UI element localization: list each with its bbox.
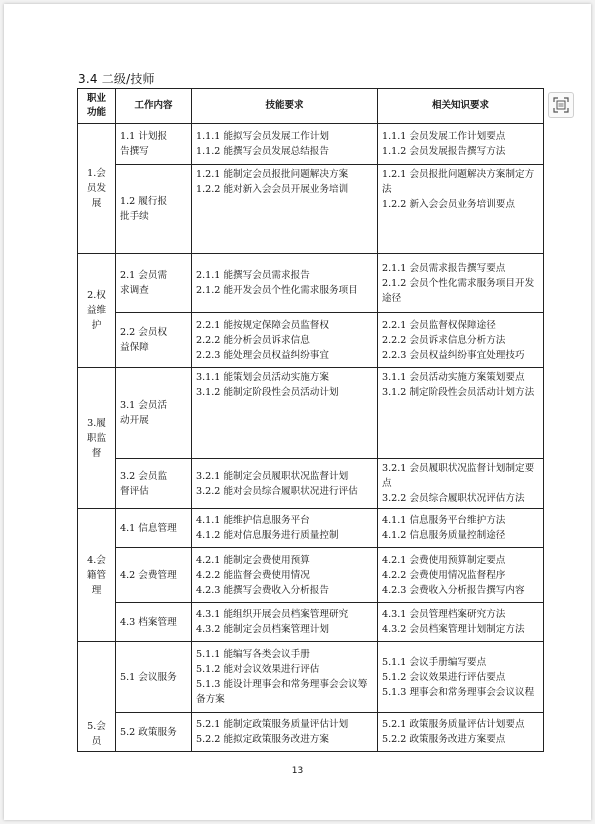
table-row [78,603,544,642]
work-cell: 3.1 会员活动开展 [116,368,192,459]
know-cell: 1.1.1 会员发展工作计划要点 1.1.2 会员发展报告撰写方法 [378,124,544,165]
skill-cell: 2.2.1 能按规定保障会员监督权 2.2.2 能分析会员诉求信息 2.2.3 能处理会员权益纠纷事宜 [192,313,378,368]
know-cell: 3.2.1 会员履职状况监督计划制定要点 3.2.2 会员综合履职状况评估方法 [378,459,544,509]
table-row [78,509,544,548]
work-cell: 5.1 会议服务 [116,642,192,713]
skill-cell: 4.2.1 能制定会费使用预算 4.2.2 能监督会费使用情况 4.2.3 能撰写会费收入分析报告 [192,548,378,603]
know-cell: 2.1.1 会员需求报告撰写要点 2.1.2 会员个性化需求服务项目开发途径 [378,254,544,313]
table-row [78,642,544,713]
func-cell: 4.会籍管理 [78,509,116,642]
skill-cell: 3.1.1 能策划会员活动实施方案 3.1.2 能制定阶段性会员活动计划 [192,368,378,459]
skill-cell: 5.1.1 能编写各类会议手册 5.1.2 能对会议效果进行评估 5.1.3 能设计理事会和常务理事会会议筹备方案 [192,642,378,713]
skill-cell: 1.2.1 能制定会员报批问题解决方案 1.2.2 能对新入会会员开展业务培训 [192,165,378,254]
header-work: 工作内容 [116,89,192,124]
document-page [4,4,591,820]
work-cell: 1.2 履行报批手续 [116,165,192,254]
work-cell: 1.1 计划报告撰写 [116,124,192,165]
func-cell: 5.会员 [78,642,116,752]
skill-cell: 4.3.1 能组织开展会员档案管理研究 4.3.2 能制定会员档案管理计划 [192,603,378,642]
header-func: 职业功能 [78,89,116,124]
know-cell: 2.2.1 会员监督权保障途径 2.2.2 会员诉求信息分析方法 2.2.3 会员权益纠纷事宜处理技巧 [378,313,544,368]
table-row [78,254,544,313]
page-number: 13 [291,766,304,776]
table-row [78,548,544,603]
know-cell: 4.3.1 会员管理档案研究方法 4.3.2 会员档案管理计划制定方法 [378,603,544,642]
skill-cell: 2.1.1 能撰写会员需求报告 2.1.2 能开发会员个性化需求服务项目 [192,254,378,313]
func-cell: 3.履职监督 [78,368,116,509]
work-cell: 4.2 会费管理 [116,548,192,603]
table-row [78,459,544,509]
know-cell: 4.1.1 信息服务平台维护方法 4.1.2 信息服务质量控制途径 [378,509,544,548]
func-cell: 1.会员发展 [78,124,116,254]
know-cell: 4.2.1 会费使用预算制定要点 4.2.2 会费使用情况监督程序 4.2.3 会费收入分析报告撰写内容 [378,548,544,603]
header-skill: 技能要求 [192,89,378,124]
work-cell: 5.2 政策服务 [116,713,192,752]
skill-cell: 5.2.1 能制定政策服务质量评估计划 5.2.2 能拟定政策服务改进方案 [192,713,378,752]
skill-cell: 3.2.1 能制定会员履职状况监督计划 3.2.2 能对会员综合履职状况进行评估 [192,459,378,509]
skill-cell: 1.1.1 能拟写会员发展工作计划 1.1.2 能撰写会员发展总结报告 [192,124,378,165]
header-know: 相关知识要求 [378,89,544,124]
table-row [78,713,544,752]
table-row [78,124,544,165]
table-header-row [78,89,544,124]
know-cell: 3.1.1 会员活动实施方案策划要点 3.1.2 制定阶段性会员活动计划方法 [378,368,544,459]
skill-requirements-table [77,88,544,752]
know-cell: 1.2.1 会员报批问题解决方案制定方法 1.2.2 新入会会员业务培训要点 [378,165,544,254]
know-cell: 5.2.1 政策服务质量评估计划要点 5.2.2 政策服务改进方案要点 [378,713,544,752]
know-cell: 5.1.1 会议手册编写要点 5.1.2 会议效果进行评估要点 5.1.3 理事会和常务理事会会议议程 [378,642,544,713]
work-cell: 2.1 会员需求调查 [116,254,192,313]
section-title: 3.4 二级/技师 [78,72,155,86]
skill-cell: 4.1.1 能维护信息服务平台 4.1.2 能对信息服务进行质量控制 [192,509,378,548]
work-cell: 4.3 档案管理 [116,603,192,642]
scan-glyph-icon [553,97,569,113]
work-cell: 3.2 会员监督评估 [116,459,192,509]
table-row [78,368,544,459]
work-cell: 2.2 会员权益保障 [116,313,192,368]
ocr-scan-icon[interactable] [548,92,574,118]
table-row [78,165,544,254]
table-row [78,313,544,368]
func-cell: 2.权益维护 [78,254,116,368]
work-cell: 4.1 信息管理 [116,509,192,548]
